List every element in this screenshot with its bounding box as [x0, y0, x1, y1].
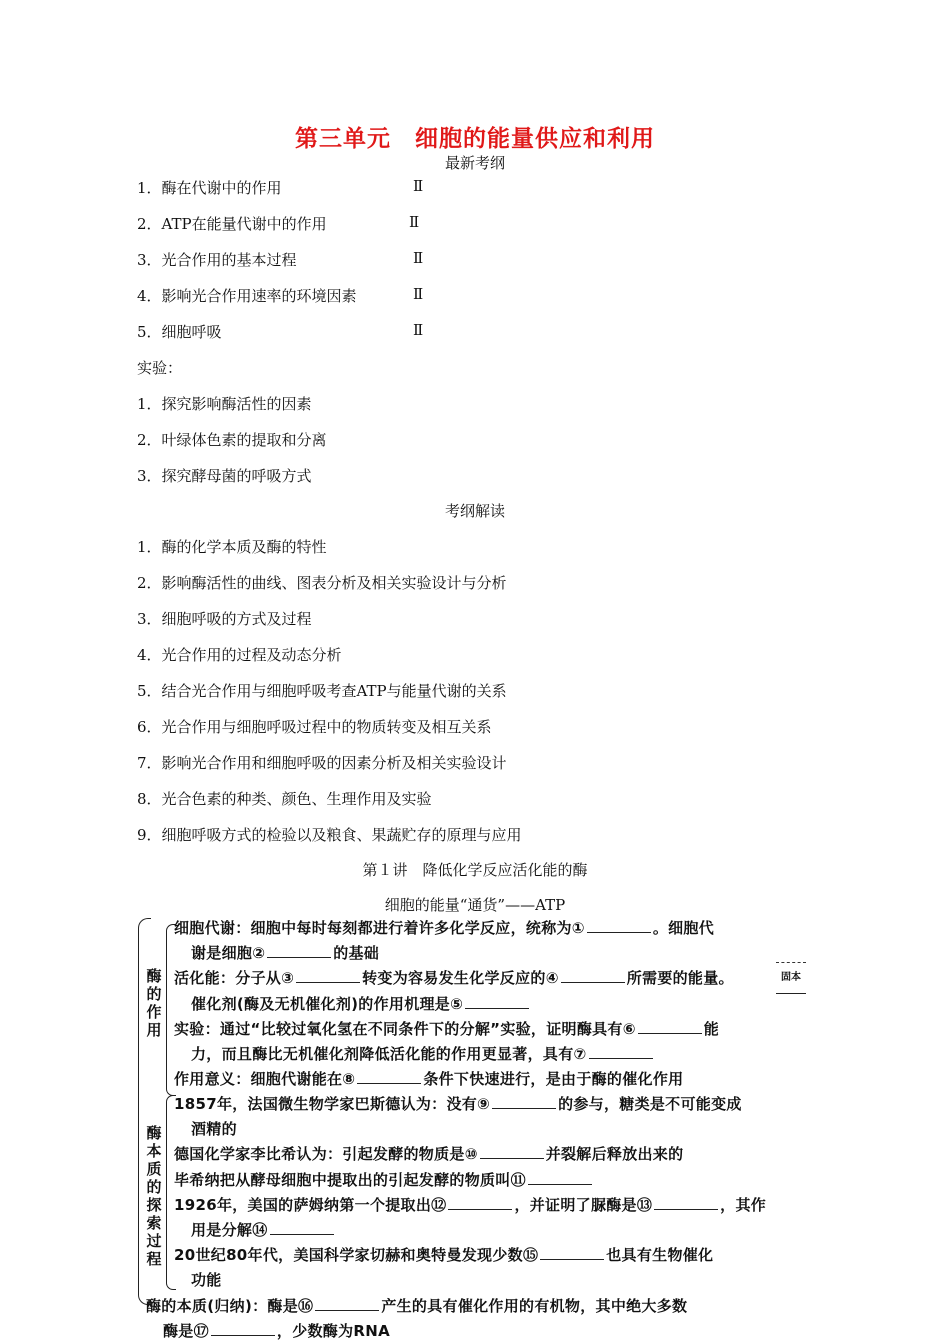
- syllabus-grade: Ⅱ: [413, 249, 424, 267]
- diagram-line: [174, 1169, 594, 1190]
- diagram-text: 毕希纳把从酵母细胞中提取出的引起发酵的物质叫⑪: [174, 1170, 526, 1189]
- diagram-text: 催化剂(酶及无机催化剂)的作用机理是⑤: [191, 994, 464, 1013]
- syllabus-heading: 最新考纲: [444, 154, 505, 172]
- vertical-label-char: 作: [146, 1003, 162, 1021]
- vertical-label-char: 的: [146, 1178, 162, 1196]
- diagram-text: ，少数酶为RNA: [276, 1322, 391, 1341]
- answer-blank[interactable]: [296, 968, 360, 983]
- diagram-text: 功能: [191, 1271, 222, 1290]
- interpretation-item: 1．酶的化学本质及酶的特性: [137, 538, 327, 556]
- diagram-text: 。细胞代: [652, 919, 715, 937]
- diagram-text: 德国化学家李比希认为：引起发酵的物质是⑩: [174, 1145, 478, 1164]
- diagram-text: 能: [703, 1019, 720, 1038]
- diagram-text: 的基础: [333, 944, 380, 963]
- diagram-line: [146, 1295, 687, 1316]
- syllabus-item: 1．酶在代谢中的作用: [137, 179, 282, 197]
- answer-blank[interactable]: [211, 1321, 275, 1336]
- experiment-item: 3．探究酵母菌的呼吸方式: [137, 467, 312, 485]
- diagram-line: [174, 917, 714, 938]
- answer-blank[interactable]: [267, 943, 331, 958]
- diagram-line: [163, 1320, 390, 1341]
- syllabus-item: 4．影响光合作用速率的环境因素: [137, 287, 357, 305]
- diagram-line: [174, 1068, 683, 1089]
- diagram-line: [191, 942, 379, 963]
- diagram-text: 酶是⑰: [163, 1322, 209, 1341]
- knowledge-diagram: [132, 912, 812, 1344]
- answer-blank[interactable]: [357, 1069, 421, 1084]
- diagram-text: 并裂解后释放出来的: [545, 1145, 684, 1164]
- diagram-text: 力，而且酶比无机催化剂降低活化能的作用更显著，具有⑦: [191, 1045, 587, 1063]
- answer-blank[interactable]: [465, 994, 529, 1009]
- answer-blank[interactable]: [540, 1245, 604, 1260]
- lecture-title: 第１讲 降低化学反应活化能的酶: [362, 861, 588, 879]
- diagram-text: ，其作: [720, 1195, 767, 1214]
- answer-blank[interactable]: [638, 1019, 702, 1034]
- interpretation-item: 3．细胞呼吸的方式及过程: [137, 610, 312, 628]
- diagram-text: 的参与，糖类是不可能变成: [558, 1095, 742, 1113]
- diagram-text: 产生的具有催化作用的有机物，其中绝大多数: [381, 1297, 688, 1315]
- diagram-text: 1926年，美国的萨姆纳第一个提取出⑫: [174, 1195, 447, 1214]
- syllabus-grade: Ⅱ: [413, 177, 424, 195]
- vertical-label-char: 索: [146, 1214, 162, 1232]
- diagram-text: 谢是细胞②: [191, 944, 266, 963]
- answer-blank[interactable]: [448, 1195, 512, 1210]
- vertical-label-char: 探: [146, 1196, 162, 1214]
- experiment-heading: 实验：: [137, 359, 183, 377]
- diagram-line: [174, 967, 734, 988]
- interpretation-heading: 考纲解读: [444, 502, 505, 520]
- diagram-text: 20世纪80年代，美国科学家切赫和奥特曼发现少数⑮: [174, 1246, 539, 1265]
- enzyme-role-label: [145, 967, 163, 1039]
- diagram-text: 也具有生物催化: [606, 1246, 714, 1265]
- answer-blank[interactable]: [480, 1144, 544, 1159]
- answer-blank[interactable]: [654, 1195, 718, 1210]
- syllabus-item: 5．细胞呼吸: [137, 323, 222, 341]
- answer-blank[interactable]: [492, 1094, 556, 1109]
- diagram-line: [191, 993, 531, 1014]
- syllabus-grade: Ⅱ: [409, 213, 420, 231]
- syllabus-grade: Ⅱ: [413, 321, 424, 339]
- enzyme-history-label: [145, 1124, 163, 1268]
- interpretation-item: 2．影响酶活性的曲线、图表分析及相关实验设计与分析: [137, 574, 507, 592]
- vertical-label-char: 的: [146, 985, 162, 1003]
- diagram-text: 细胞代谢：细胞中每时每刻都进行着许多化学反应，统称为①: [174, 919, 585, 937]
- answer-blank[interactable]: [315, 1296, 379, 1311]
- interpretation-item: 5．结合光合作用与细胞呼吸考查ATP与能量代谢的关系: [137, 682, 507, 700]
- experiment-item: 2．叶绿体色素的提取和分离: [137, 431, 327, 449]
- diagram-text: 实验：通过“比较过氧化氢在不同条件下的分解”实验，证明酶具有⑥: [174, 1019, 636, 1038]
- vertical-label-char: 过: [146, 1232, 162, 1250]
- diagram-line: [174, 1194, 766, 1215]
- diagram-line: [191, 1118, 237, 1139]
- vertical-label-char: 酶: [146, 1124, 162, 1142]
- diagram-line: [191, 1043, 655, 1064]
- syllabus-item: 3．光合作用的基本过程: [137, 251, 297, 269]
- diagram-text: 条件下快速进行，是由于酶的催化作用: [423, 1070, 684, 1089]
- interpretation-item: 9．细胞呼吸方式的检验以及粮食、果蔬贮存的原理与应用: [137, 826, 522, 844]
- interpretation-item: 7．影响光合作用和细胞呼吸的因素分析及相关实验设计: [137, 754, 507, 772]
- vertical-label-char: 质: [146, 1160, 162, 1178]
- diagram-line: [174, 1143, 683, 1164]
- interpretation-item: 6．光合作用与细胞呼吸过程中的物质转变及相互关系: [137, 718, 492, 736]
- diagram-text: 酶的本质(归纳)：酶是⑯: [146, 1297, 314, 1315]
- vertical-label-char: 酶: [146, 967, 162, 985]
- vertical-label-char: 本: [146, 1142, 162, 1160]
- diagram-text: 活化能：分子从③: [174, 969, 295, 988]
- vertical-label-char: 用: [146, 1021, 162, 1039]
- answer-blank[interactable]: [589, 1044, 653, 1059]
- diagram-text: 1857年，法国微生物学家巴斯德认为：没有⑨: [174, 1095, 491, 1113]
- diagram-text: 转变为容易发生化学反应的④: [362, 969, 559, 988]
- diagram-line: [191, 1219, 336, 1240]
- diagram-text: ，并证明了脲酶是⑬: [514, 1195, 653, 1214]
- diagram-line: [174, 1093, 742, 1114]
- diagram-line: [191, 1269, 222, 1290]
- syllabus-item: 2．ATP在能量代谢中的作用: [137, 215, 327, 233]
- interpretation-item: 8．光合色素的种类、颜色、生理作用及实验: [137, 790, 432, 808]
- side-tag: 固本: [776, 962, 806, 994]
- interpretation-item: 4．光合作用的过程及动态分析: [137, 646, 342, 664]
- lecture-subtitle: 细胞的能量“通货”——ATP: [384, 896, 566, 914]
- diagram-text: 酒精的: [191, 1120, 237, 1139]
- answer-blank[interactable]: [528, 1170, 592, 1185]
- diagram-text: 所需要的能量。: [626, 969, 734, 988]
- answer-blank[interactable]: [587, 918, 651, 933]
- vertical-label-char: 程: [146, 1250, 162, 1268]
- diagram-line: [174, 1244, 713, 1265]
- syllabus-grade: Ⅱ: [413, 285, 424, 303]
- diagram-text: 用是分解⑭: [191, 1221, 268, 1239]
- diagram-text: 作用意义：细胞代谢能在⑧: [174, 1070, 356, 1089]
- answer-blank[interactable]: [270, 1220, 334, 1235]
- experiment-item: 1．探究影响酶活性的因素: [137, 395, 312, 413]
- page-title: 第三单元 细胞的能量供应和利用: [295, 126, 655, 152]
- diagram-line: [174, 1018, 719, 1039]
- answer-blank[interactable]: [561, 968, 625, 983]
